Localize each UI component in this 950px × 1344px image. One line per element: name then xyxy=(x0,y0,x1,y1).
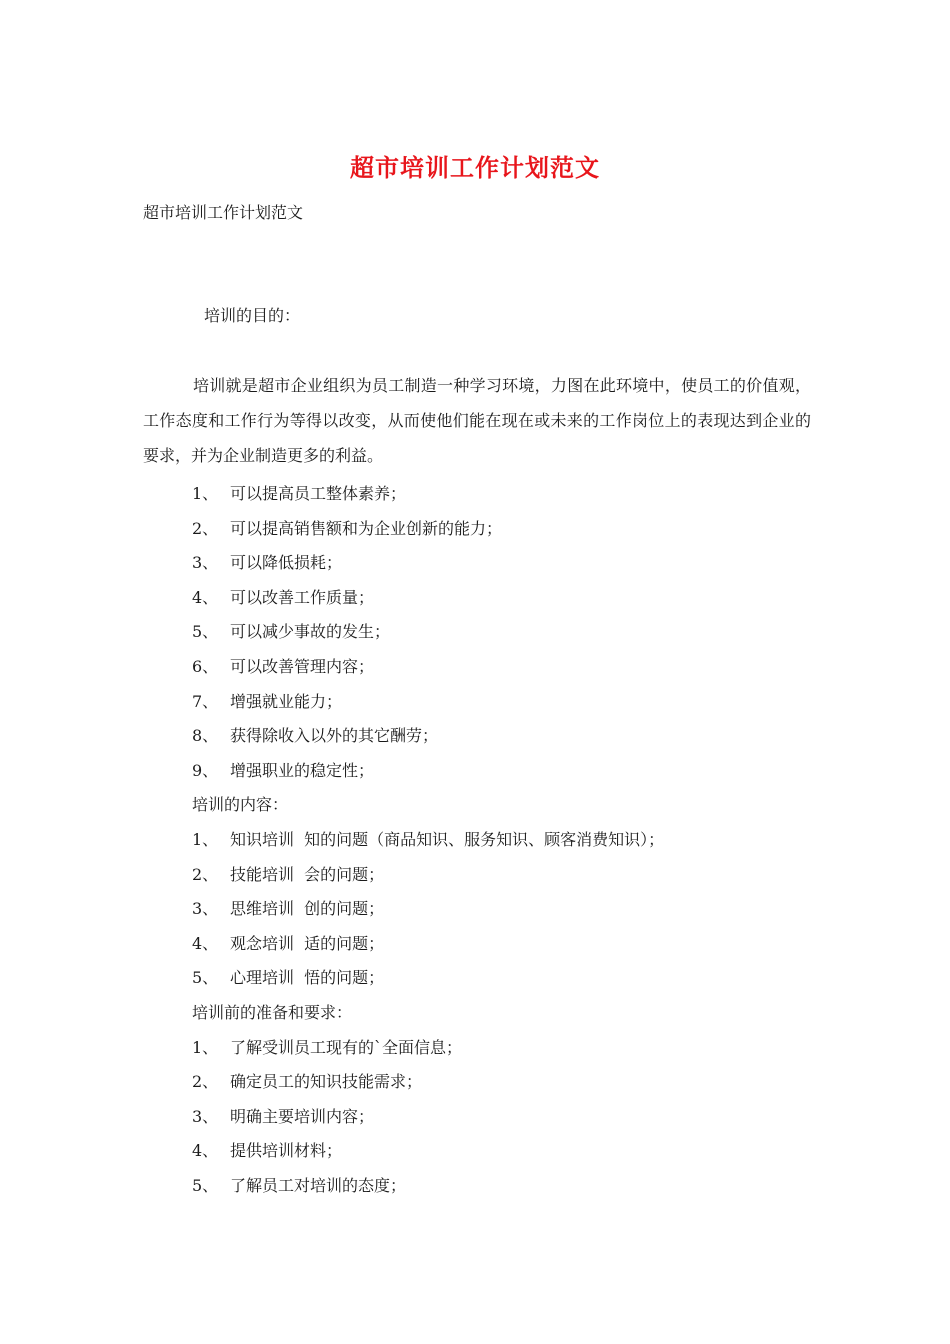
item-text: 增强职业的稳定性； xyxy=(230,760,375,780)
item-text: 可以减少事故的发生； xyxy=(230,622,391,642)
item-text: 心理培训 悟的问题； xyxy=(230,968,385,988)
list-item xyxy=(192,581,812,616)
list-item xyxy=(192,892,812,927)
list-item xyxy=(192,546,812,581)
item-text: 可以改善管理内容； xyxy=(230,656,375,676)
list-item xyxy=(192,961,812,996)
item-number: 4、 xyxy=(192,587,219,607)
item-number: 1、 xyxy=(192,484,219,503)
list-item xyxy=(192,754,812,789)
document-title: 超市培训工作计划范文 xyxy=(350,153,600,182)
item-text: 了解员工对培训的态度； xyxy=(230,1175,407,1195)
item-number: 4、 xyxy=(192,1141,219,1161)
item-text: 了解受训员工现有的`全面信息； xyxy=(230,1037,463,1057)
item-text: 思维培训 创的问题； xyxy=(230,899,385,919)
item-text: 明确主要培训内容； xyxy=(230,1106,375,1126)
item-number: 9、 xyxy=(192,760,219,780)
item-number: 5、 xyxy=(192,622,219,642)
list-item xyxy=(192,650,812,685)
item-text: 观念培训 适的问题； xyxy=(230,933,385,953)
item-number: 1、 xyxy=(192,1037,219,1057)
list-item xyxy=(192,858,812,893)
item-text: 可以降低损耗； xyxy=(230,553,343,573)
document-subtitle: 超市培训工作计划范文 xyxy=(143,203,304,222)
section-heading-content: 培训的内容： xyxy=(192,795,289,815)
item-number: 7、 xyxy=(192,691,219,711)
item-number: 6、 xyxy=(192,656,219,676)
content-list xyxy=(192,477,812,1203)
list-item xyxy=(192,477,812,512)
item-text: 提供培训材料； xyxy=(230,1141,343,1161)
item-number: 5、 xyxy=(192,968,219,988)
list-item xyxy=(192,1169,812,1204)
list-item xyxy=(192,685,812,720)
section-heading-purpose: 培训的目的： xyxy=(204,306,301,325)
item-number: 5、 xyxy=(192,1175,219,1195)
item-text: 增强就业能力； xyxy=(230,691,343,711)
item-number: 2、 xyxy=(192,1072,219,1092)
section-heading-preparation: 培训前的准备和要求： xyxy=(192,1002,353,1022)
item-text: 可以提高员工整体素养； xyxy=(230,484,407,503)
paragraph-purpose: 培训就是超市企业组织为员工制造一种学习环境，力图在此环境中，使员工的价值观，工作态度和工作行为等得以改变，从而使他们能在现在或未来的工作岗位上的表现达到企业的要求，并为企业制造更多的利益。 xyxy=(143,376,811,465)
item-number: 2、 xyxy=(192,518,219,538)
list-item xyxy=(192,512,812,547)
list-item xyxy=(192,927,812,962)
item-number: 3、 xyxy=(192,899,219,919)
item-number: 3、 xyxy=(192,1106,219,1126)
item-text: 技能培训 会的问题； xyxy=(230,864,385,884)
item-number: 2、 xyxy=(192,864,219,884)
item-number: 8、 xyxy=(192,726,219,746)
list-item xyxy=(192,1065,812,1100)
list-item xyxy=(192,615,812,650)
item-text: 确定员工的知识技能需求； xyxy=(230,1072,423,1092)
list-item xyxy=(192,823,812,858)
list-item xyxy=(192,1134,812,1169)
list-item xyxy=(192,719,812,754)
item-text: 获得除收入以外的其它酬劳； xyxy=(230,726,439,746)
list-item xyxy=(192,1100,812,1135)
item-number: 1、 xyxy=(192,829,219,849)
item-text: 可以改善工作质量； xyxy=(230,587,375,607)
item-text: 可以提高销售额和为企业创新的能力； xyxy=(230,518,503,538)
list-item xyxy=(192,1031,812,1066)
item-number: 3、 xyxy=(192,553,219,573)
item-number: 4、 xyxy=(192,933,219,953)
item-text: 知识培训 知的问题（商品知识、服务知识、顾客消费知识）； xyxy=(230,829,665,849)
